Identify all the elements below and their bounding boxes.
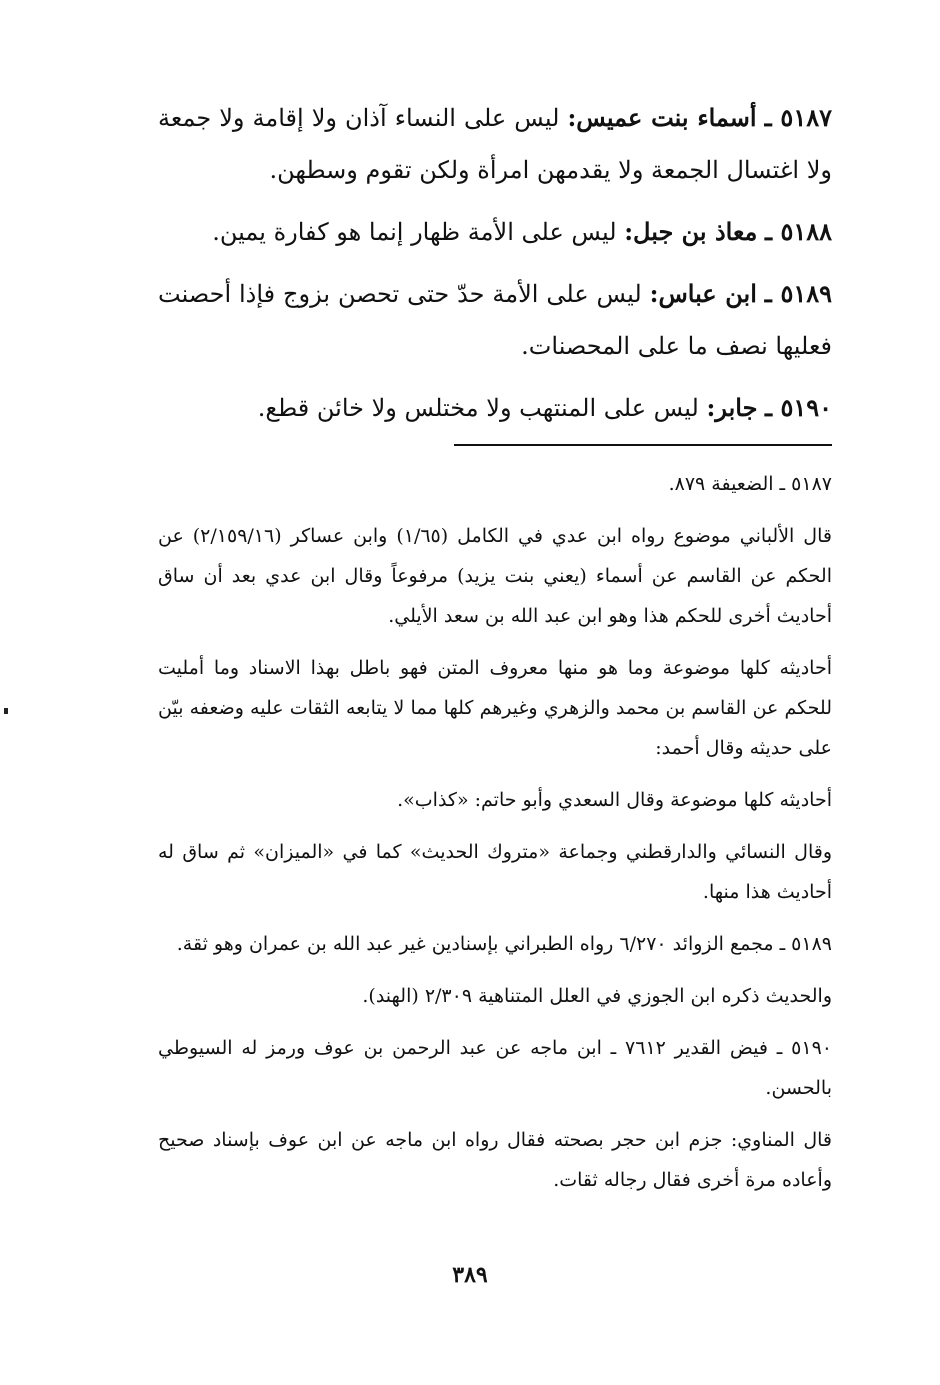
hadith-text: ليس على النساء آذان ولا إقامة ولا جمعة ولا اغتسال الجمعة ولا يقدمهن امرأة ولكن تقوم وسطهن. [158,104,832,184]
footnote-paragraph: أحاديثه كلها موضوعة وقال السعدي وأبو حاتم: «كذاب». [397,789,832,811]
hadith-entry [158,382,832,434]
footnote-paragraph: ٥١٩٠ ـ فيض القدير ٧٦١٢ ـ ابن ماجه عن عبد الرحمن بن عوف ورمز له السيوطي بالحسن. [158,1037,832,1099]
footnote-paragraph: والحديث ذكره ابن الجوزي في العلل المتناهية ٢/٣٠٩ (الهند). [362,985,832,1007]
footnote-paragraph: أحاديثه كلها موضوعة وما هو منها معروف المتن فهو باطل بهذا الاسناد وما أمليت للحكم عن القاسم بن محمد والزهري وغيرهم كلها مما لا يتابعه الثقات عليه وضعفه بيّن على حديثه وقال أحمد: [158,657,832,759]
hadith-number: ٥١٨٩ ـ [764,279,832,308]
hadith-entry [158,92,832,196]
hadith-number: ٥١٨٨ ـ [765,217,832,246]
footnote-paragraph: ٥١٨٧ ـ الضعيفة ٨٧٩. [668,473,832,495]
hadith-number: ٥١٨٧ ـ [764,103,832,132]
hadith-entry [158,206,832,258]
hadith-narrator: معاذ بن جبل: [624,217,758,246]
page-number: ٣٨٩ [452,1262,488,1288]
hadith-narrator: جابر: [706,393,758,422]
hadith-number: ٥١٩٠ ـ [765,393,832,422]
hadith-narrator: أسماء بنت عميس: [567,103,757,132]
hadith-text: ليس على الأمة حدّ حتى تحصن بزوج فإذا أحصنت فعليها نصف ما على المحصنات. [158,280,832,360]
footnote-paragraph: وقال النسائي والدارقطني وجماعة «متروك الحديث» كما في «الميزان» ثم ساق له أحاديث هذا منها. [158,841,832,903]
page-content [158,92,832,1212]
hadith-text: ليس على الأمة ظهار إنما هو كفارة يمين. [212,218,617,246]
hadith-entry [158,268,832,372]
footnote-divider [454,444,832,446]
hadith-narrator: ابن عباس: [649,279,757,308]
footnote-paragraph: ٥١٨٩ ـ مجمع الزوائد ٦/٢٧٠ رواه الطبراني بإسنادين غير عبد الله بن عمران وهو ثقة. [176,933,832,955]
margin-mark [4,708,8,714]
hadith-text: ليس على المنتهب ولا مختلس ولا خائن قطع. [257,394,699,422]
footnote-paragraph: قال الألباني موضوع رواه ابن عدي في الكامل (١/٦٥) وابن عساكر (٢/١٥٩/١٦) عن الحكم عن القاسم عن أسماء (يعني بنت يزيد) مرفوعاً وقال ابن عدي بعد أن ساق أحاديث أخرى للحكم هذا وهو ابن عبد الله بن سعد الأيلي. [158,525,832,627]
footnote-paragraph: قال المناوي: جزم ابن حجر بصحته فقال رواه ابن ماجه عن ابن عوف بإسناد صحيح وأعاده مرة أخرى فقال رجاله ثقات. [158,1129,832,1191]
